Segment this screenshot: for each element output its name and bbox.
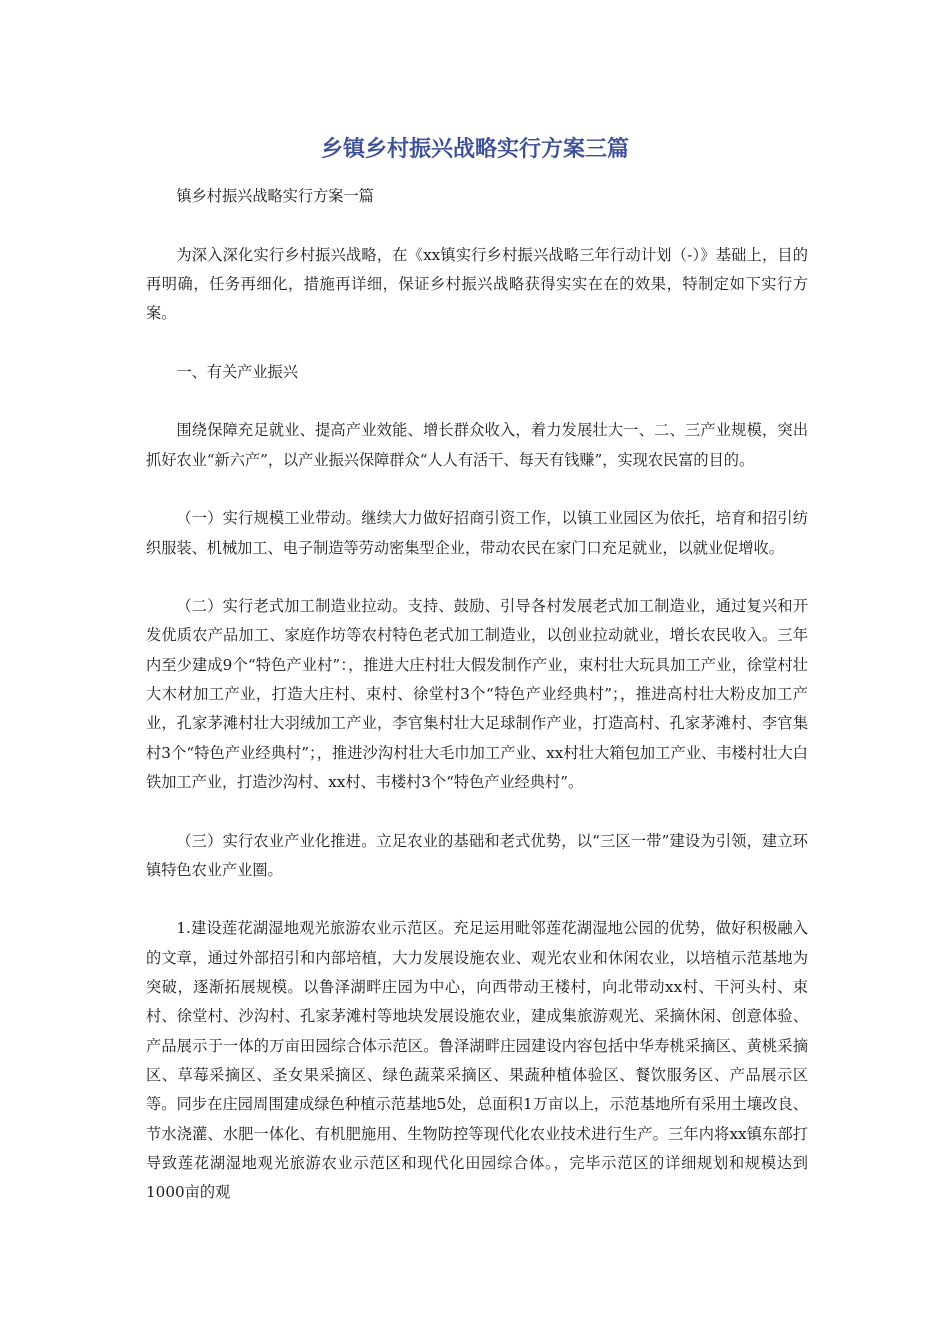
paragraph: 围绕保障充足就业、提高产业效能、增长群众收入，着力发展壮大一、二、三产业规模，突出抓好农业“新六产”，以产业振兴保障群众“人人有活干、每天有钱赚”，实现农民富的目的。 bbox=[146, 421, 808, 469]
document-title: 乡镇乡村振兴战略实行方案三篇 bbox=[320, 137, 629, 162]
paragraph: 为深入深化实行乡村振兴战略，在《xx镇实行乡村振兴战略三年行动计划（-）》基础上，目的再明确，任务再细化，措施再详细，保证乡村振兴战略获得实实在在的效果，特制定如下实行方案。 bbox=[146, 245, 808, 323]
section-heading: 一、有关产业振兴 bbox=[176, 362, 298, 381]
paragraph: （二）实行老式加工制造业拉动。支持、鼓励、引导各村发展老式加工制造业，通过复兴和开发优质农产品加工、家庭作坊等农村特色老式加工制造业，以创业拉动就业，增长农民收入。三年内至少建成9个“特色产业村”：，推进大庄村壮大假发制作产业，束村壮大玩具加工产业，徐堂村壮大木材加工产业，打造大庄村、束村、徐堂村3个“特色产业经典村”；，推进高村壮大粉皮加工产业，孔家茅滩村壮大羽绒加工产业，李官集村壮大足球制作产业，打造高村、孔家茅滩村、李官集村3个“特色产业经典村”；，推进沙沟村壮大毛巾加工产业、xx村壮大箱包加工产业、韦楼村壮大白铁加工产业，打造沙沟村、xx村、韦楼村3个“特色产业经典村”。 bbox=[146, 597, 808, 791]
document-body bbox=[146, 182, 808, 1207]
paragraph: 1.建设莲花湖湿地观光旅游农业示范区。充足运用毗邻莲花湖湿地公园的优势，做好积极融入的文章，通过外部招引和内部培植，大力发展设施农业、观光农业和休闲农业，以培植示范基地为突破，逐渐拓展规模。以鲁泽湖畔庄园为中心，向西带动王楼村，向北带动xx村、干河头村、束村、徐堂村、沙沟村、孔家茅滩村等地块发展设施农业，建成集旅游观光、采摘休闲、创意体验、产品展示于一体的万亩田园综合体示范区。鲁泽湖畔庄园建设内容包括中华寿桃采摘区、黄桃采摘区、草莓采摘区、圣女果采摘区、绿色蔬菜采摘区、果蔬种植体验区、餐饮服务区、产品展示区等。同步在庄园周围建成绿色种植示范基地5处，总面积1万亩以上，示范基地所有采用土壤改良、节水浇灌、水肥一体化、有机肥施用、生物防控等现代化农业技术进行生产。三年内将xx镇东部打导致莲花湖湿地观光旅游农业示范区和现代化田园综合体。，完毕示范区的详细规划和规模达到1000亩的观 bbox=[146, 919, 808, 1202]
section-subtitle: 镇乡村振兴战略实行方案一篇 bbox=[176, 187, 374, 205]
paragraph: （三）实行农业产业化推进。立足农业的基础和老式优势，以“三区一带”建设为引领，建立环镇特色农业产业圈。 bbox=[146, 831, 808, 879]
paragraph: （一）实行规模工业带动。继续大力做好招商引资工作，以镇工业园区为依托，培育和招引纺织服装、机械加工、电子制造等劳动密集型企业，带动农民在家门口充足就业，以就业促增收。 bbox=[146, 509, 808, 557]
